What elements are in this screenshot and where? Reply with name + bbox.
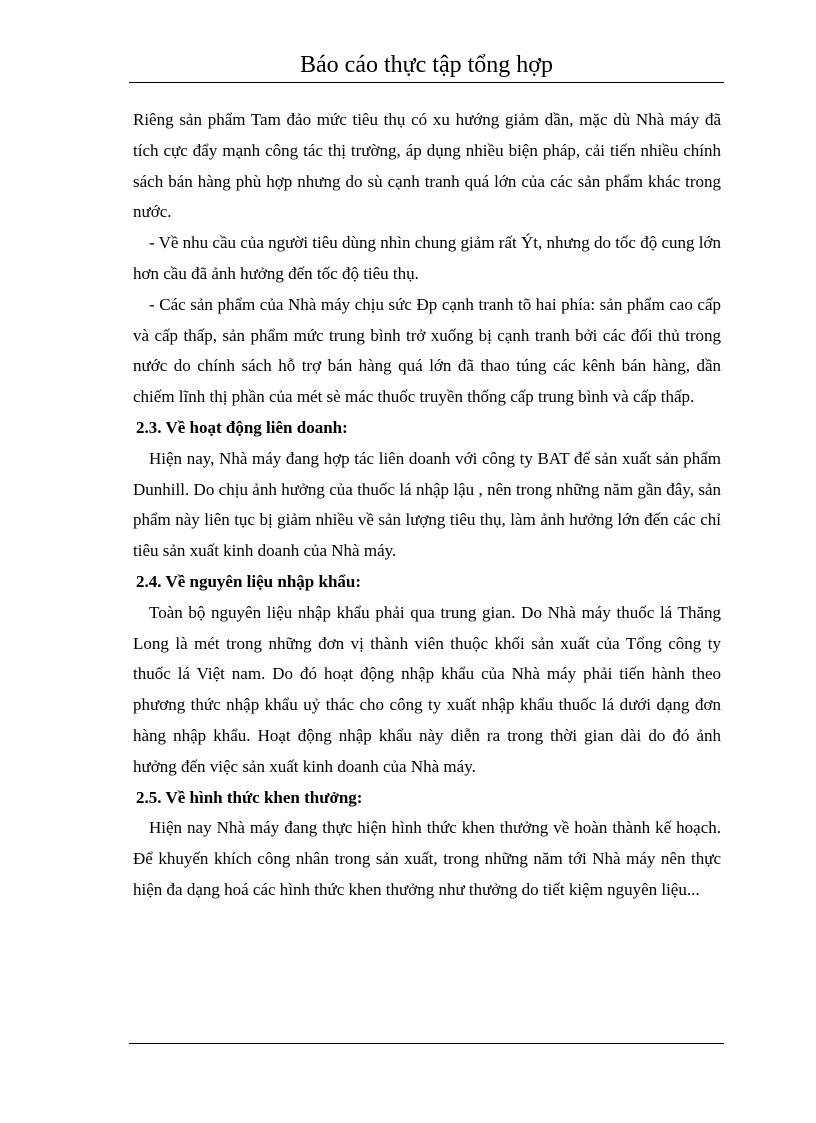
paragraph-rewards: Hiện nay Nhà máy đang thực hiện hình thức khen thưởng về hoàn thành kế hoạch. Để khuyến khích công nhân trong sản xuất, trong những năm tới Nhà máy nên thực hiện đa dạng hoá các hình thức khen thưởng như thưởng do tiết kiệm nguyên liệu... [133, 818, 721, 899]
paragraph-tam-dao: Riêng sản phẩm Tam đảo mức tiêu thụ có xu hướng giảm dần, mặc dù Nhà máy đã tích cực đẩy mạnh công tác thị trường, áp dụng nhiều biện pháp, cải tiến nhiều chính sách bán hàng phù hợp nhưng do sù cạnh tranh quá lớn của các sản phẩm khác trong nước. [133, 110, 721, 222]
paragraph-import: Toàn bộ nguyên liệu nhập khẩu phải qua trung gian. Do Nhà máy thuốc lá Thăng Long là mét trong những đơn vị thành viên thuộc khối sản xuất của Tổng công ty thuốc lá Việt nam. Do đó hoạt động nhập khẩu của Nhà máy phải tiến hành theo phương thức nhập khẩu uỷ thác cho công ty xuất nhập khẩu thuốc lá dưới dạng đơn hàng nhập khẩu. Hoạt động nhập khẩu này diễn ra trong thời gian dài do đó ảnh hưởng đến việc sản xuất kinh doanh của Nhà máy. [133, 602, 721, 776]
paragraph-joint-venture: Hiện nay, Nhà máy đang hợp tác liên doanh với công ty BAT để sản xuất sản phẩm Dunhill. Do chịu ảnh hưởng của thuốc lá nhập lậu , nên trong những năm gần đây, sản phẩm này liên tục bị giảm nhiều về sản lượng tiêu thụ, làm ảnh hưởng lớn đến các chỉ tiêu sản xuất kinh doanh của Nhà máy. [133, 448, 721, 561]
paragraph-competition: - Các sản phẩm của Nhà máy chịu sức Ðp cạnh tranh tõ hai phía: sản phẩm cao cấp và cấp thấp, sản phẩm mức trung bình trở xuống bị cạnh tranh bởi các đối thủ trong nước do chính sách hỗ trợ bán hàng quá lớn đã thao túng các kênh bán hàng, dần chiếm lĩnh thị phần của mét sè mác thuốc truyền thống cấp trung bình và cấp thấp. [133, 294, 721, 407]
page-header-title: Báo cáo thực tập tổng hợp [300, 52, 553, 78]
paragraph-demand: - Về nhu cầu của người tiêu dùng nhìn chung giảm rất Ýt, nhưng do tốc độ cung lớn hơn cầu đã ảnh hưởng đến tốc độ tiêu thụ. [133, 233, 721, 283]
footer-divider [129, 1043, 724, 1044]
header-divider [129, 82, 724, 83]
section-heading-2-5: 2.5. Về hình thức khen thưởng: [136, 787, 363, 807]
section-heading-2-4: 2.4. Về nguyên liệu nhập khẩu: [136, 571, 362, 591]
section-heading-2-3: 2.3. Về hoạt động liên doanh: [136, 417, 348, 437]
document-body [133, 105, 721, 906]
